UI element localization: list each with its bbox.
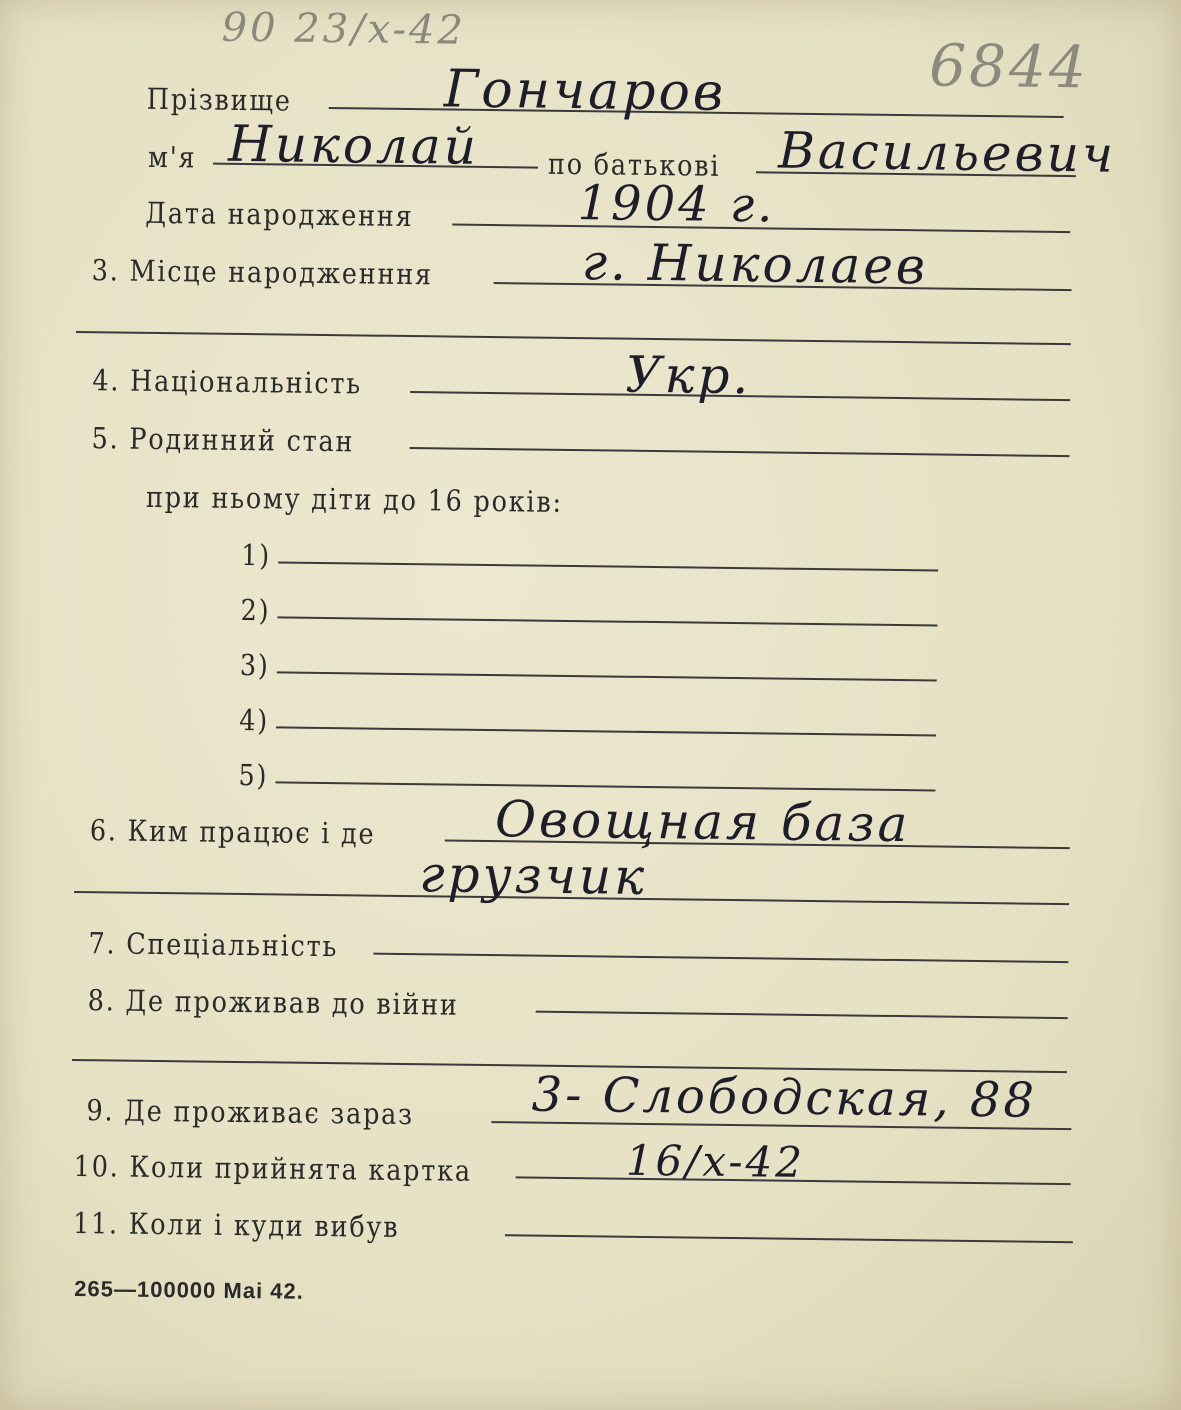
- current-label: 9. Де проживає зараз: [86, 1093, 415, 1132]
- departed-line: [505, 1234, 1073, 1243]
- name-label: м'я: [147, 139, 197, 175]
- patronymic-label: по батькові: [547, 146, 721, 183]
- reference-note: 90 23/x-42: [221, 4, 467, 54]
- child-5-label: 5): [238, 757, 269, 793]
- accepted-label: 10. Коли прийнята картка: [73, 1148, 473, 1188]
- child-5-line: [275, 781, 935, 791]
- birthplace-label: 3. Місце народженння: [91, 253, 434, 292]
- departed-label: 11. Коли і куди вибув: [72, 1205, 400, 1244]
- birthplace-line-2: [76, 331, 1071, 345]
- child-3-line: [277, 671, 937, 681]
- print-code: 265—100000 Mai 42.: [74, 1276, 305, 1304]
- nationality-value: Укр.: [625, 345, 752, 406]
- child-4-label: 4): [239, 702, 270, 738]
- marital-label: 5. Родинний стан: [91, 421, 355, 459]
- child-1-line: [278, 561, 938, 571]
- surname-value: Гончаров: [443, 59, 727, 123]
- work-label: 6. Ким працює і де: [89, 813, 376, 851]
- child-2-label: 2): [240, 592, 271, 628]
- child-3-label: 3): [239, 647, 270, 683]
- work-value: Овощная база: [494, 790, 911, 854]
- surname-label: Прізвище: [146, 81, 292, 118]
- birthplace-value: г. Николаев: [581, 233, 929, 296]
- nationality-label: 4. Національність: [92, 363, 363, 401]
- prewar-label: 8. Де проживав до війни: [87, 983, 459, 1022]
- child-2-line: [277, 616, 937, 626]
- card-number: 6844: [928, 31, 1090, 102]
- specialty-label: 7. Спеціальність: [88, 926, 339, 964]
- prewar-line: [536, 1011, 1068, 1019]
- birthdate-label: Дата народження: [145, 195, 414, 234]
- marital-line: [410, 447, 1070, 457]
- accepted-value: 16/x-42: [625, 1135, 806, 1187]
- work-value-2: грузчик: [418, 845, 648, 906]
- current-value: 3- Слободская, 88: [531, 1066, 1038, 1129]
- specialty-line: [373, 953, 1068, 963]
- name-value: Николай: [227, 114, 480, 176]
- patronymic-value: Васильевич: [777, 121, 1117, 184]
- children-label: при ньому діти до 16 років:: [145, 479, 564, 519]
- child-1-label: 1): [241, 537, 272, 573]
- child-4-line: [276, 726, 936, 736]
- birthdate-value: 1904 г.: [577, 175, 776, 234]
